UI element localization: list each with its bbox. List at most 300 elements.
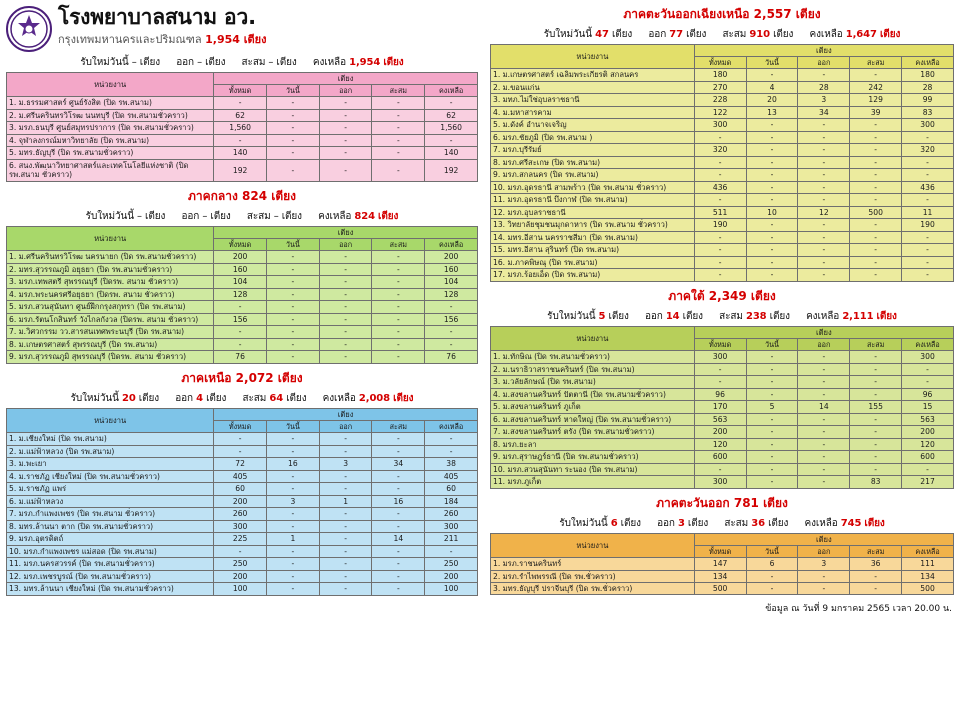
cell-cum: 129	[850, 94, 902, 106]
cell-total: 563	[694, 413, 746, 425]
cell-unit-name: 7. มรภ.กำแพงเพชร (ปิด รพ.สนาม ชั่วคราว)	[7, 508, 214, 520]
cell-remain: 28	[902, 81, 954, 93]
cell-today: -	[746, 69, 798, 81]
cell-unit-name: 9. มรภ.สุวรรณภูมิ สุพรรณบุรี (ปิดรพ. สนาม ชั่วคราว)	[7, 351, 214, 363]
cell-cum: 36	[850, 558, 902, 570]
cell-unit-name: 2. ม.แม่ฟ้าหลวง (ปิด รพ.สนาม)	[7, 445, 214, 457]
cell-cum: -	[850, 570, 902, 582]
cell-cum: -	[850, 582, 902, 594]
table-central	[6, 226, 478, 364]
page-subtitle	[58, 30, 266, 48]
cell-cum: -	[850, 144, 902, 156]
cell-total: -	[694, 269, 746, 281]
th-unit: หน่วยงาน	[7, 73, 214, 97]
table-row	[7, 134, 478, 146]
summary-north-new-unit: เตียง	[138, 392, 160, 404]
cell-today: 10	[746, 206, 798, 218]
cell-today: 1	[266, 533, 319, 545]
cell-today: -	[266, 508, 319, 520]
cell-unit-name: 6. สนง.พัฒนาวิทยาศาสตร์และเทคโนโลยีแห่งชาติ (ปิด รพ.สนาม ชั่วคราว)	[7, 159, 214, 181]
cell-today: -	[746, 194, 798, 206]
th-cum: สะสม	[850, 57, 902, 69]
cell-out: -	[798, 351, 850, 363]
table-body-northeast	[491, 69, 954, 281]
table-row	[491, 570, 954, 582]
cell-today: -	[266, 558, 319, 570]
cell-total: 76	[214, 351, 267, 363]
cell-total: 436	[694, 181, 746, 193]
cell-out: -	[798, 413, 850, 425]
table-row	[7, 159, 478, 181]
cell-unit-name: 12. มรภ.เพชรบูรณ์ (ปิด รพ.สนามชั่วคราว)	[7, 570, 214, 582]
cell-total: 250	[214, 558, 267, 570]
table-body-central	[7, 251, 478, 363]
cell-today: -	[266, 301, 319, 313]
cell-cum: -	[372, 147, 425, 159]
cell-remain: 100	[425, 583, 478, 595]
cell-cum: -	[850, 351, 902, 363]
cell-out: -	[319, 313, 372, 325]
summary-east-out-unit: เตียง	[687, 517, 709, 529]
cell-today: 4	[746, 81, 798, 93]
summary-northeast-remain-label: คงเหลือ	[809, 29, 843, 40]
cell-remain: 184	[425, 495, 478, 507]
table-row	[7, 288, 478, 300]
cell-unit-name: 10. มรภ.สวนสุนันทา ระนอง (ปิด รพ.สนาม)	[491, 463, 695, 475]
th-cum: สะสม	[850, 339, 902, 351]
cell-cum: -	[850, 131, 902, 143]
cell-out: -	[319, 433, 372, 445]
cell-out: -	[798, 156, 850, 168]
table-row	[7, 251, 478, 263]
th-remain: คงเหลือ	[425, 421, 478, 433]
cell-cum: -	[850, 156, 902, 168]
cell-total: 128	[214, 288, 267, 300]
summary-north-cum-label: สะสม	[242, 392, 267, 404]
cell-total: 104	[214, 276, 267, 288]
cell-today: -	[746, 376, 798, 388]
summary-south-new-value: 5	[598, 310, 606, 322]
cell-today: -	[746, 438, 798, 450]
table-row	[491, 463, 954, 475]
cell-total: 160	[214, 263, 267, 275]
cell-out: -	[319, 570, 372, 582]
cell-unit-name: 5. ม.สงขลานครินทร์ ภูเก็ต	[491, 401, 695, 413]
th-today: วันนี้	[746, 339, 798, 351]
cell-remain: -	[902, 169, 954, 181]
cell-total: 1,560	[214, 122, 267, 134]
page-header	[0, 0, 484, 52]
table-row	[7, 583, 478, 595]
cell-today: -	[266, 159, 319, 181]
th-bed-group: เตียง	[694, 326, 953, 338]
cell-today: -	[746, 413, 798, 425]
cell-cum: -	[850, 244, 902, 256]
cell-cum: -	[850, 451, 902, 463]
cell-today: 5	[746, 401, 798, 413]
table-row	[7, 495, 478, 507]
cell-remain: -	[902, 194, 954, 206]
cell-unit-name: 11. มรภ.ภูเก็ต	[491, 476, 695, 488]
summary-north-remain-label: คงเหลือ	[322, 392, 356, 404]
cell-cum: -	[850, 438, 902, 450]
cell-cum: -	[372, 545, 425, 557]
summary-bkk-new-value: –	[131, 57, 137, 68]
cell-today: -	[266, 483, 319, 495]
cell-out: -	[798, 451, 850, 463]
cell-today: -	[266, 263, 319, 275]
cell-remain: -	[425, 545, 478, 557]
cell-out: -	[319, 338, 372, 350]
th-cum: สะสม	[372, 85, 425, 97]
cell-unit-name: 16. ม.ภาคพิษณุ (ปิด รพ.สนาม)	[491, 256, 695, 268]
table-row	[7, 313, 478, 325]
summary-bkk-remain-unit: เตียง	[383, 57, 404, 68]
cell-today: -	[266, 433, 319, 445]
cell-remain: 11	[902, 206, 954, 218]
summary-east-remain-unit: เตียง	[864, 517, 885, 529]
th-remain: คงเหลือ	[425, 85, 478, 97]
summary-bkk-out-label: ออก	[176, 57, 194, 68]
cell-out: -	[319, 483, 372, 495]
summary-east-remain-label: คงเหลือ	[804, 517, 838, 529]
summary-east-out-label: ออก	[657, 517, 675, 529]
summary-north-new-value: 20	[121, 392, 136, 404]
page-title: โรงพยาบาลสนาม อว.	[58, 5, 256, 29]
table-row	[7, 122, 478, 134]
cell-remain: 134	[902, 570, 954, 582]
cell-out: 28	[798, 81, 850, 93]
cell-remain: -	[902, 376, 954, 388]
cell-unit-name: 3. มรภ.เทพสตรี สุพรรณบุรี (ปิดรพ. สนาม ชั่วคราว)	[7, 276, 214, 288]
summary-east-cum-value: 36	[751, 517, 765, 529]
cell-cum: -	[372, 134, 425, 146]
summary-north-out-unit: เตียง	[206, 392, 227, 404]
cell-cum: -	[372, 583, 425, 595]
cell-total: -	[694, 256, 746, 268]
cell-remain: -	[425, 445, 478, 457]
cell-remain: 200	[425, 570, 478, 582]
th-out: ออก	[319, 239, 372, 251]
cell-unit-name: 9. มรภ.อุตรดิตถ์	[7, 533, 214, 545]
cell-total: 200	[214, 570, 267, 582]
table-row	[491, 69, 954, 81]
cell-out: -	[798, 69, 850, 81]
cell-cum: -	[850, 269, 902, 281]
cell-cum: -	[372, 558, 425, 570]
cell-cum: -	[850, 169, 902, 181]
cell-today: -	[266, 288, 319, 300]
cell-unit-name: 1. ม.ทักษิณ (ปิด รพ.สนามชั่วคราว)	[491, 351, 695, 363]
th-unit: หน่วยงาน	[491, 326, 695, 350]
th-out: ออก	[798, 57, 850, 69]
summary-bkk-new-unit: เตียง	[139, 57, 161, 68]
cell-cum: 155	[850, 401, 902, 413]
cell-cum: -	[850, 231, 902, 243]
header-texts	[58, 4, 266, 48]
cell-remain: -	[425, 134, 478, 146]
cell-out: -	[319, 147, 372, 159]
cell-remain: -	[902, 231, 954, 243]
summary-central-new-unit: เตียง	[145, 210, 166, 222]
cell-total: 300	[214, 520, 267, 532]
cell-out: -	[319, 583, 372, 595]
cell-total: 200	[694, 426, 746, 438]
cell-cum: -	[850, 119, 902, 131]
cell-cum: 34	[372, 458, 425, 470]
summary-east-new-label: รับใหม่วันนี้	[559, 517, 608, 529]
cell-today: 20	[746, 94, 798, 106]
cell-out: -	[798, 244, 850, 256]
cell-today: -	[266, 351, 319, 363]
cell-out: -	[798, 119, 850, 131]
cell-total: 147	[694, 558, 746, 570]
cell-unit-name: 4. จุฬาลงกรณ์มหาวิทยาลัย (ปิด รพ.สนาม)	[7, 134, 214, 146]
cell-total: -	[214, 433, 267, 445]
cell-remain: -	[425, 433, 478, 445]
cell-remain: 180	[902, 69, 954, 81]
cell-unit-name: 1. มรภ.ราชนครินทร์	[491, 558, 695, 570]
table-row	[491, 81, 954, 93]
cell-unit-name: 3. มทร.ธัญบุรี ปราจีนบุรี (ปิด รพ.ชั่วคราว)	[491, 582, 695, 594]
cell-today: -	[746, 351, 798, 363]
table-row	[491, 131, 954, 143]
table-row	[491, 144, 954, 156]
cell-today: -	[746, 388, 798, 400]
summary-northeast-new-unit: เตียง	[611, 29, 633, 40]
cell-out: 3	[798, 558, 850, 570]
cell-total: -	[214, 445, 267, 457]
cell-total: -	[694, 169, 746, 181]
th-today: วันนี้	[266, 421, 319, 433]
th-cum: สะสม	[372, 239, 425, 251]
th-unit: หน่วยงาน	[7, 408, 214, 432]
summary-south-new-label: รับใหม่วันนี้	[547, 310, 596, 322]
cell-remain: -	[902, 131, 954, 143]
cell-total: -	[214, 545, 267, 557]
cell-unit-name: 3. ม.วลัยลักษณ์ (ปิด รพ.สนาม)	[491, 376, 695, 388]
cell-today: -	[746, 256, 798, 268]
table-row	[7, 470, 478, 482]
cell-total: 134	[694, 570, 746, 582]
cell-unit-name: 6. มรภ.ชัยภูมิ (ปิด รพ.สนาม )	[491, 131, 695, 143]
cell-today: -	[746, 119, 798, 131]
cell-remain: 300	[425, 520, 478, 532]
summary-bkk-cum-value: –	[268, 57, 274, 68]
cell-cum: -	[372, 433, 425, 445]
table-row	[7, 276, 478, 288]
cell-remain: -	[902, 244, 954, 256]
cell-remain: 156	[425, 313, 478, 325]
summary-bkk-remain-label: คงเหลือ	[312, 57, 346, 68]
cell-remain: 160	[425, 263, 478, 275]
summary-south-out-unit: เตียง	[682, 310, 703, 322]
cell-unit-name: 2. มทร.สุวรรณภูมิ อยุธยา (ปิด รพ.สนามชั่วคราว)	[7, 263, 214, 275]
summary-central-out-unit: เตียง	[210, 210, 231, 222]
table-row	[491, 106, 954, 118]
cell-remain: -	[425, 338, 478, 350]
cell-total: -	[694, 231, 746, 243]
summary-east-cum-unit: เตียง	[768, 517, 789, 529]
summary-east	[484, 516, 960, 531]
cell-unit-name: 13. มทร.ล้านนา เชียงใหม่ (ปิด รพ.สนามชั่วคราว)	[7, 583, 214, 595]
cell-cum: -	[372, 109, 425, 121]
summary-central-out-value: –	[202, 210, 208, 222]
cell-total: 511	[694, 206, 746, 218]
cell-unit-name: 2. ม.ศรีนครินทรวิโรฒ นนทบุรี (ปิด รพ.สนามชั่วคราว)	[7, 109, 214, 121]
region-title-north: ภาคเหนือ 2,072 เตียง	[181, 370, 303, 385]
cell-unit-name: 10. มรภ.กำแพงเพชร แม่สอด (ปิด รพ.สนาม)	[7, 545, 214, 557]
table-row	[491, 181, 954, 193]
table-row	[7, 545, 478, 557]
cell-remain: 111	[902, 558, 954, 570]
summary-bkk-new-label: รับใหม่วันนี้	[80, 57, 129, 68]
cell-total: -	[694, 244, 746, 256]
cell-today: -	[746, 269, 798, 281]
cell-unit-name: 17. มรภ.ร้อยเอ็ด (ปิด รพ.สนาม)	[491, 269, 695, 281]
cell-unit-name: 3. มทภ.ไม่ใช่อุบลราชธานี	[491, 94, 695, 106]
summary-south-cum-value: 238	[745, 310, 767, 322]
cell-total: 200	[214, 251, 267, 263]
cell-cum: -	[850, 194, 902, 206]
cell-cum: 242	[850, 81, 902, 93]
cell-today: -	[266, 583, 319, 595]
cell-total: 405	[214, 470, 267, 482]
summary-northeast-cum-unit: เตียง	[773, 29, 794, 40]
table-east	[490, 533, 954, 596]
cell-out: 14	[798, 401, 850, 413]
cell-today: -	[746, 169, 798, 181]
university-emblem-icon	[6, 6, 52, 52]
cell-total: 260	[214, 508, 267, 520]
cell-today: -	[266, 570, 319, 582]
cell-unit-name: 6. ม.สงขลานครินทร์ หาดใหญ่ (ปิด รพ.สนามชั่วคราว)	[491, 413, 695, 425]
th-total: ทั้งหมด	[214, 239, 267, 251]
cell-remain: -	[902, 269, 954, 281]
cell-today: -	[746, 181, 798, 193]
region-title-east: ภาคตะวันออก 781 เตียง	[656, 495, 788, 510]
cell-out: -	[798, 426, 850, 438]
cell-today: -	[266, 470, 319, 482]
th-out: ออก	[798, 546, 850, 558]
cell-unit-name: 5. ม.ดังค์ อำนาจเจริญ	[491, 119, 695, 131]
cell-remain: 38	[425, 458, 478, 470]
cell-remain: 120	[902, 438, 954, 450]
cell-cum: 83	[850, 476, 902, 488]
cell-remain: 76	[425, 351, 478, 363]
cell-unit-name: 8. มรภ.ยะลา	[491, 438, 695, 450]
cell-remain: 320	[902, 144, 954, 156]
table-body-bkk	[7, 97, 478, 181]
cell-unit-name: 2. มรภ.รำไพพรรณี (ปิด รพ.ชั่วคราว)	[491, 570, 695, 582]
table-row	[491, 119, 954, 131]
table-row	[7, 483, 478, 495]
cell-out: -	[319, 134, 372, 146]
summary-south-cum-label: สะสม	[719, 310, 743, 322]
table-row	[491, 388, 954, 400]
cell-remain: 300	[902, 351, 954, 363]
summary-north-remain-value: 2,008	[358, 392, 391, 404]
th-total: ทั้งหมด	[214, 85, 267, 97]
cell-cum: -	[372, 520, 425, 532]
cell-total: 100	[214, 583, 267, 595]
cell-total: 156	[214, 313, 267, 325]
cell-unit-name: 12. มรภ.อุบลราชธานี	[491, 206, 695, 218]
cell-today: -	[746, 144, 798, 156]
cell-unit-name: 1. ม.เชียงใหม่ (ปิด รพ.สนาม)	[7, 433, 214, 445]
table-row	[7, 147, 478, 159]
table-south	[490, 326, 954, 489]
cell-out: -	[319, 545, 372, 557]
cell-remain: 200	[425, 251, 478, 263]
summary-bkk-cum-unit: เตียง	[276, 57, 297, 68]
table-row	[7, 433, 478, 445]
th-out: ออก	[319, 85, 372, 97]
cell-remain: 99	[902, 94, 954, 106]
table-bkk	[6, 72, 478, 182]
table-row	[491, 582, 954, 594]
table-row	[491, 256, 954, 268]
cell-unit-name: 14. มทร.อีสาน นครราชสีมา (ปิด รพ.สนาม)	[491, 231, 695, 243]
cell-total: 72	[214, 458, 267, 470]
summary-east-cum-label: สะสม	[724, 517, 749, 529]
summary-north-remain-unit: เตียง	[393, 392, 414, 404]
cell-total: -	[694, 376, 746, 388]
table-row	[491, 363, 954, 375]
cell-remain: 140	[425, 147, 478, 159]
cell-total: -	[214, 301, 267, 313]
cell-cum: -	[850, 388, 902, 400]
cell-out: -	[798, 256, 850, 268]
summary-northeast-cum-label: สะสม	[722, 29, 747, 40]
cell-today: -	[746, 219, 798, 231]
table-row	[7, 570, 478, 582]
cell-today: -	[266, 545, 319, 557]
cell-out: 12	[798, 206, 850, 218]
cell-cum: -	[372, 483, 425, 495]
summary-bkk-out-unit: เตียง	[205, 57, 226, 68]
cell-cum: 39	[850, 106, 902, 118]
table-north	[6, 408, 478, 596]
cell-today: -	[746, 363, 798, 375]
cell-cum: -	[372, 351, 425, 363]
cell-out: -	[319, 508, 372, 520]
cell-total: -	[694, 363, 746, 375]
summary-east-remain-value: 745	[840, 517, 862, 529]
cell-cum: -	[850, 181, 902, 193]
cell-unit-name: 11. มรภ.นครสวรรค์ (ปิด รพ.สนามชั่วคราว)	[7, 558, 214, 570]
cell-out: -	[319, 251, 372, 263]
cell-total: 192	[214, 159, 267, 181]
table-row	[491, 219, 954, 231]
data-timestamp-note: ข้อมูล ณ วันที่ 9 มกราคม 2565 เวลา 20.00 น.	[765, 604, 952, 615]
cell-out: 1	[319, 495, 372, 507]
summary-north	[0, 391, 484, 406]
cell-out: -	[319, 122, 372, 134]
table-row	[491, 558, 954, 570]
cell-today: -	[746, 244, 798, 256]
table-row	[7, 458, 478, 470]
cell-out: -	[319, 445, 372, 457]
cell-today: -	[746, 476, 798, 488]
cell-total: 600	[694, 451, 746, 463]
cell-total: 300	[694, 476, 746, 488]
cell-unit-name: 13. วิทยาลัยชุมชนมุกดาหาร (ปิด รพ.สนาม ชั่วคราว)	[491, 219, 695, 231]
table-row	[7, 520, 478, 532]
cell-cum: -	[372, 508, 425, 520]
cell-today: -	[266, 251, 319, 263]
cell-total: 62	[214, 109, 267, 121]
